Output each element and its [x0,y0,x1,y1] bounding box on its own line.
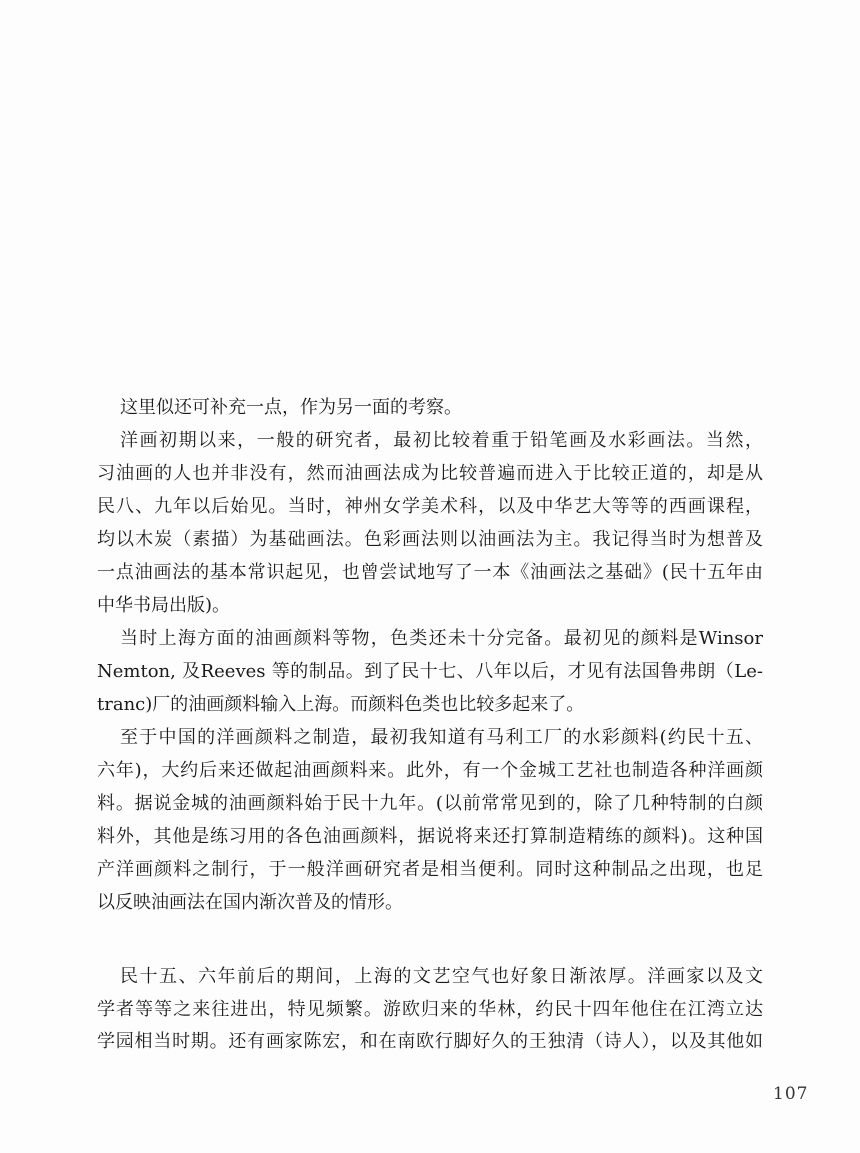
text-line: 习油画的人也并非没有，然而油画法成为比较普遍而进入于比较正道的，却是从 [97,463,763,484]
page-number: 107 [773,1084,809,1104]
text-line: 六年)，大约后来还做起油画颜料来。此外，有一个金城工艺社也制造各种洋画颜 [97,760,763,781]
text-line: 民十五、六年前后的期间，上海的文艺空气也好象日渐浓厚。洋画家以及文 [120,966,763,987]
text-line: 学园相当时期。还有画家陈宏，和在南欧行脚好久的王独清（诗人），以及其他如 [97,1031,763,1052]
text-line: 学者等等之来往进出，特见频繁。游欧归来的华林，约民十四年他住在江湾立达 [97,999,763,1020]
text-line: 均以木炭（素描）为基础画法。色彩画法则以油画法为主。我记得当时为想普及 [97,529,763,550]
text-line: 以反映油画法在国内渐次普及的情形。 [97,892,403,913]
text-line: 料外，其他是练习用的各色油画颜料，据说将来还打算制造精练的颜料)。这种国 [97,826,763,847]
text-line: 当时上海方面的油画颜料等物，色类还未十分完备。最初见的颜料是Winsor [120,628,763,649]
text-line: 一点油画法的基本常识起见，也曾尝试地写了一本《油画法之基础》(民十五年由 [97,562,763,583]
text-line: Nemton, 及Reeves 等的制品。到了民十七、八年以后，才见有法国鲁弗朗（Le- [97,661,763,682]
text-line: 这里似还可补充一点，作为另一面的考察。 [120,397,462,418]
text-line: 洋画初期以来，一般的研究者，最初比较着重于铅笔画及水彩画法。当然， [120,430,763,451]
text-line: 中华书局出版)。 [97,595,231,616]
text-line: 料。据说金城的油画颜料始于民十九年。(以前常常见到的，除了几种特制的白颜 [97,793,763,814]
text-line: 民八、九年以后始见。当时，神州女学美术科，以及中华艺大等等的西画课程， [97,496,763,517]
text-line: 产洋画颜料之制行，于一般洋画研究者是相当便利。同时这种制品之出现，也足 [97,859,763,880]
text-line: 至于中国的洋画颜料之制造，最初我知道有马利工厂的水彩颜料(约民十五、 [120,727,763,748]
text-line: tranc)厂的油画颜料输入上海。而颜料色类也比较多起来了。 [97,694,585,715]
